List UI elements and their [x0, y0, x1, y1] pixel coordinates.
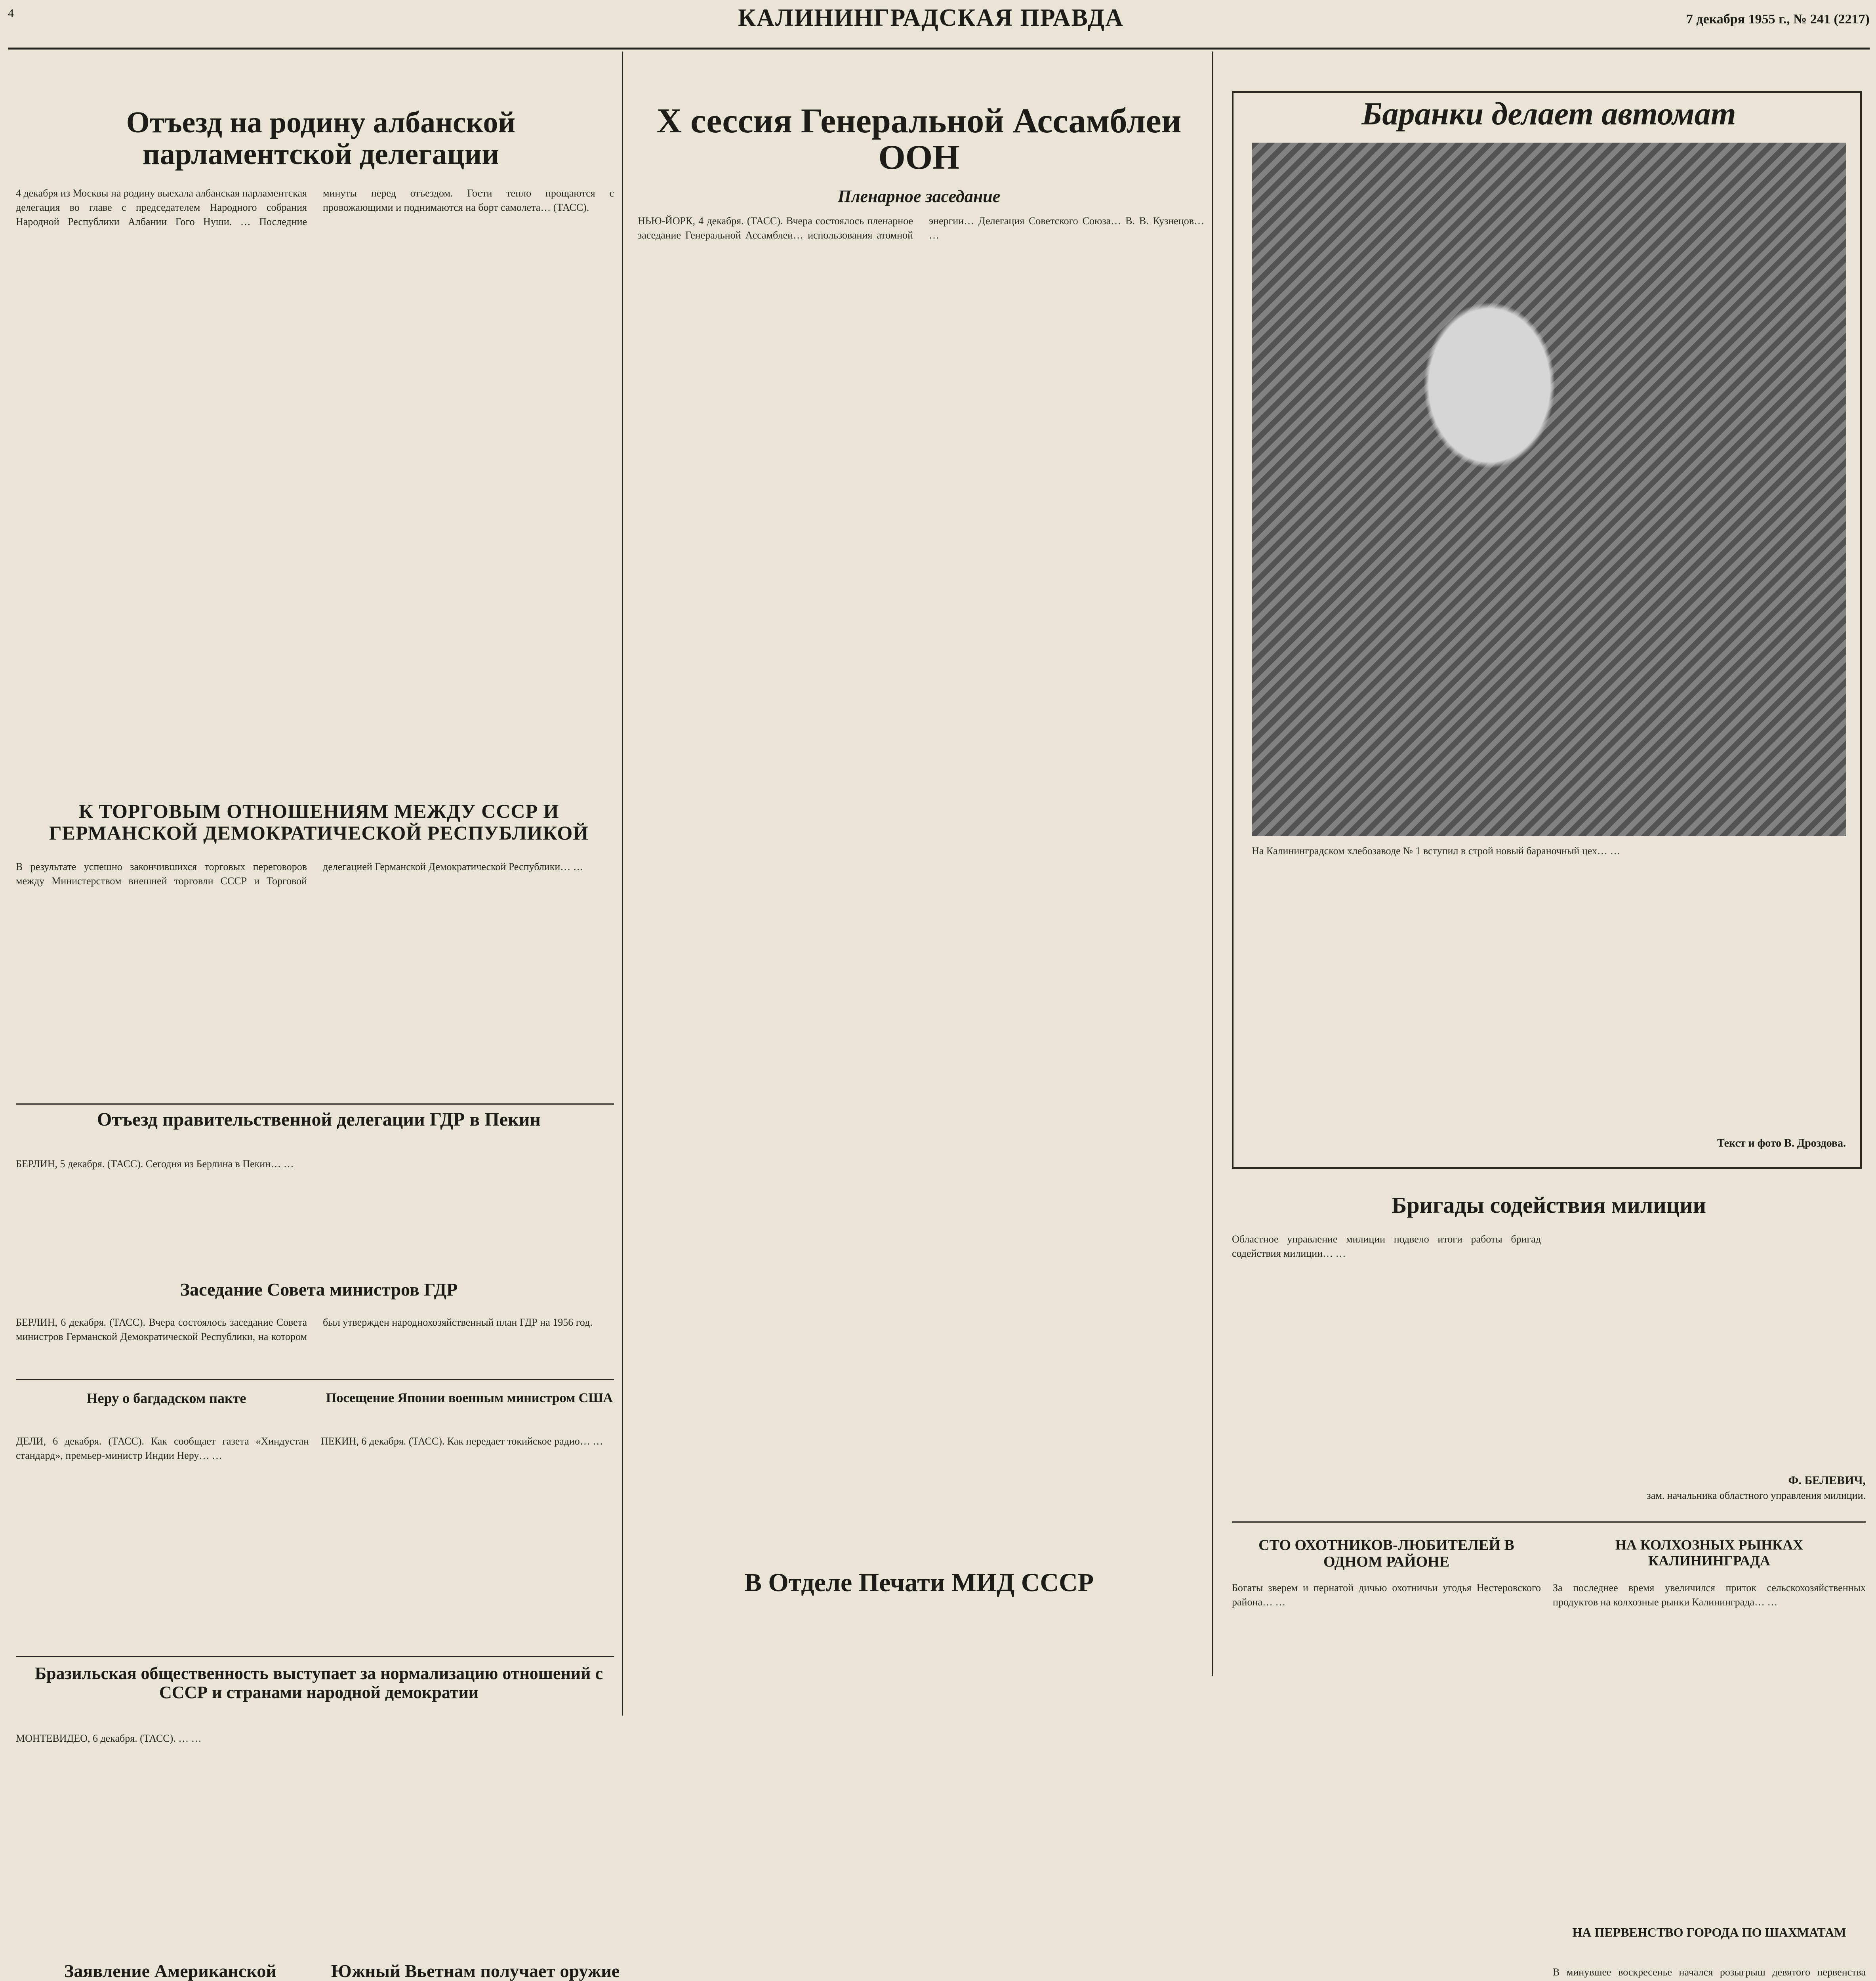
article-trade-text: В результате успешно закончившихся торговых переговоров между Министерством внешней торговли СССР и Торговой делегацией Германской Демократической Республики… … [16, 861, 583, 887]
divider [16, 1656, 614, 1657]
article-militia-text: Областное управление милиции подвело итоги работы бригад содействия милиции… … [1232, 1233, 1541, 1259]
article-bagels-text: На Калининградском хлебозаводе № 1 вступил в строй новый бараночный цех… … [1252, 845, 1621, 857]
article-un-text: НЬЮ-ЙОРК, 4 декабря. (ТАСС). Вчера состоялось пленарное заседание Генеральной Ассамблеи… использования атомной энергии… Делегация Советского Союза… В. В. Кузнецов… … [638, 215, 1204, 241]
headline-albanian: Отъезд на родину албанской парламентской делегации [126, 106, 516, 171]
headline-gdr-council: Заседание Совета министров ГДР [180, 1279, 458, 1300]
article-japan-text: ПЕКИН, 6 декабря. (ТАСС). Как передает токийское радио… … [321, 1435, 603, 1447]
militia-signature: Ф. БЕЛЕВИЧ, [1788, 1474, 1866, 1487]
headline-markets: НА КОЛХОЗНЫХ РЫНКАХ КАЛИНИНГРАДА [1615, 1537, 1804, 1569]
militia-signature-role: зам. начальника областного управления милиции. [1647, 1490, 1866, 1501]
article-gdr-council-text: БЕРЛИН, 6 декабря. (ТАСС). Вчера состоялось заседание Совета министров Германской Демократической Республики, на котором был утвержден народнохозяйственный план ГДР на 1956 год. [16, 1317, 593, 1342]
article-brazil-text: МОНТЕВИДЕО, 6 декабря. (ТАСС). … … [16, 1733, 202, 1744]
headline-hunters: СТО ОХОТНИКОВ-ЛЮБИТЕЛЕЙ В ОДНОМ РАЙОНЕ [1258, 1537, 1514, 1570]
headline-chess: НА ПЕРВЕНСТВО ГОРОДА ПО ШАХМАТАМ [1572, 1925, 1846, 1939]
bagels-caption: Текст и фото В. Дроздова. [1717, 1137, 1846, 1149]
headline-nehru: Неру о багдадском пакте [86, 1390, 246, 1406]
issue-date: 7 декабря 1955 г., № 241 (2217) [1686, 12, 1870, 27]
headline-trade: К ТОРГОВЫМ ОТНОШЕНИЯМ МЕЖДУ СССР И ГЕРМАНСКОЙ ДЕМОКРАТИЧЕСКОЙ РЕСПУБЛИКОЙ [49, 800, 589, 844]
headline-brazil: Бразильская общественность выступает за нормализацию отношений с СССР и странами народной демократии [34, 1664, 603, 1702]
column-divider [1212, 52, 1213, 1676]
headline-vietnam: Южный Вьетнам получает оружие [331, 1961, 620, 1981]
article-nehru-text: ДЕЛИ, 6 декабря. (ТАСС). Как сообщает газета «Хиндустан стандард», премьер-министр Индии Неру… … [16, 1435, 309, 1461]
headline-un: X сессия Генеральной Ассамблеи ООН [656, 102, 1182, 177]
headline-japan: Посещение Японии военным министром США [326, 1391, 613, 1405]
article-hunters-text: Богаты зверем и пернатой дичью охотничьи угодья Нестеровского района… … [1232, 1582, 1541, 1608]
headline-bagels: Баранки делает автомат [1361, 95, 1736, 132]
newspaper-title: КАЛИНИНГРАДСКАЯ ПРАВДА [738, 4, 1124, 31]
article-markets-text: За последнее время увеличился приток сельскохозяйственных продуктов на колхозные рынки Калининграда… … [1553, 1582, 1866, 1608]
headline-militia: Бригады содействия милиции [1391, 1192, 1706, 1218]
masthead-rule [8, 48, 1870, 50]
page-number: 4 [8, 7, 14, 20]
headline-gdr-beijing: Отъезд правительственной делегации ГДР в Пекин [97, 1109, 541, 1130]
headline-us-party: Заявление Американской [64, 1961, 276, 1981]
article-chess-text: В минувшее воскресенье начался розыгрыш девятого первенства [1553, 1966, 1866, 1978]
divider [16, 1379, 614, 1380]
subheadline-un: Пленарное заседание [837, 187, 1001, 206]
bagels-photo [1252, 143, 1846, 836]
article-gdr-beijing-text: БЕРЛИН, 5 декабря. (ТАСС). Сегодня из Берлина в Пекин… … [16, 1158, 294, 1170]
column-divider [622, 52, 623, 1716]
headline-mid-press: В Отделе Печати МИД СССР [744, 1568, 1094, 1597]
divider [1232, 1521, 1866, 1523]
divider [16, 1103, 614, 1105]
article-albanian-text: 4 декабря из Москвы на родину выехала албанская парламентская делегация во главе с председателем Народного собрания Народной Республики Албании Гого Нуши. … Последние минуты перед отъездом. Гости тепло прощаются с провожающими и поднимаются на борт самолета… (ТАСС). [16, 187, 614, 227]
